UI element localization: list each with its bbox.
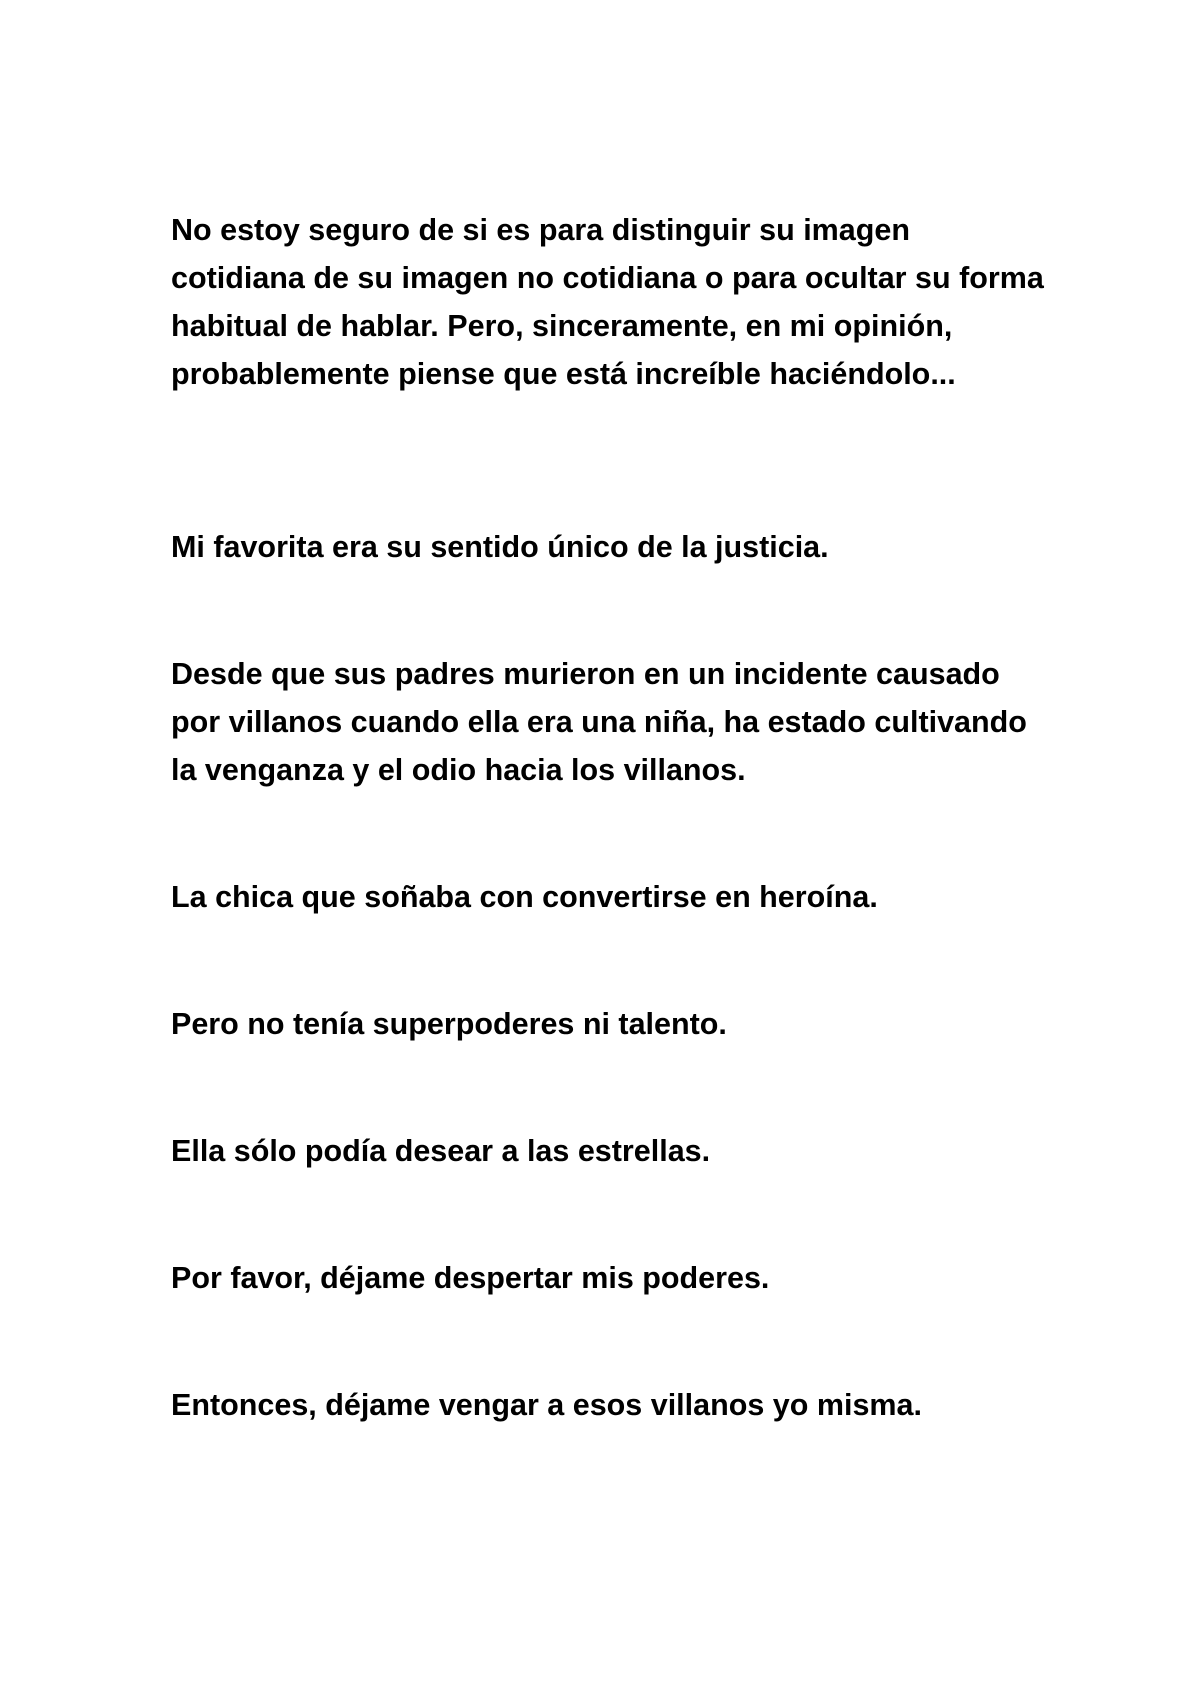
paragraph-2: Mi favorita era su sentido único de la justicia. (171, 530, 829, 564)
paragraph-3: Desde que sus padres murieron en un incidente causado por villanos cuando ella era una niña, ha estado cultivando la venganza y el odio hacia los villanos. (171, 657, 1027, 787)
paragraph-6: Ella sólo podía desear a las estrellas. (171, 1134, 711, 1168)
paragraph-7: Por favor, déjame despertar mis poderes. (171, 1261, 770, 1295)
paragraph-4: La chica que soñaba con convertirse en heroína. (171, 880, 878, 914)
paragraph-8: Entonces, déjame vengar a esos villanos yo misma. (171, 1388, 922, 1422)
paragraph-5: Pero no tenía superpoderes ni talento. (171, 1007, 727, 1041)
paragraph-1: No estoy seguro de si es para distinguir su imagen cotidiana de su imagen no cotidiana o para ocultar su forma habitual de hablar. Pero, sinceramente, en mi opinión, probablemente piense que está increíble haciéndolo... (171, 213, 1044, 391)
